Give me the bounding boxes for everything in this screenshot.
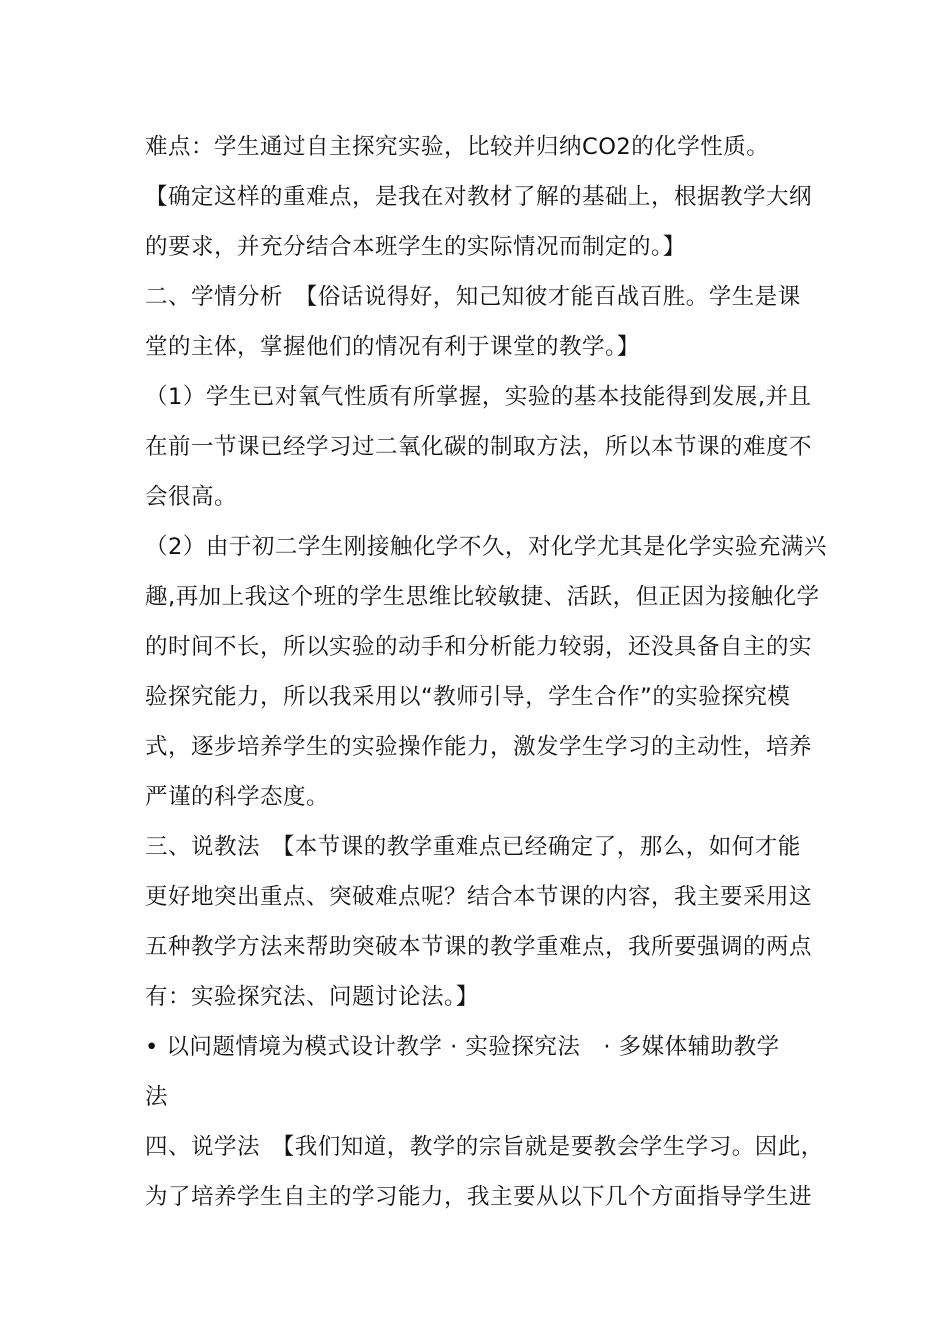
- text-line: 有：实验探究法、问题讨论法。】: [145, 984, 479, 1010]
- text-line: 趣,再加上我这个班的学生思维比较敏捷、活跃，但正因为接触化学: [145, 584, 820, 610]
- bullet-list-line: • 以问题情境为模式设计教学 · 实验探究法 · 多媒体辅助教学: [145, 1034, 780, 1060]
- section-heading-line: 四、说学法 【我们知道，教学的宗旨就是要教会学生学习。因此，: [145, 1134, 824, 1160]
- text-line: 【确定这样的重难点，是我在对教材了解的基础上，根据教学大纲: [145, 184, 813, 210]
- section-heading-line: 三、说教法 【本节课的教学重难点已经确定了，那么，如何才能: [145, 834, 801, 860]
- text-line: 法: [145, 1084, 169, 1110]
- text-line: （1）学生已对氧气性质有所掌握，实验的基本技能得到发展,并且: [145, 384, 812, 410]
- section-heading-line: 二、学情分析 【俗话说得好，知己知彼才能百战百胜。学生是课: [145, 284, 801, 310]
- text-line: 在前一节课已经学习过二氧化碳的制取方法，所以本节课的难度不: [145, 434, 813, 460]
- text-line: 式，逐步培养学生的实验操作能力，激发学生学习的主动性，培养: [145, 734, 813, 760]
- text-line: 堂的主体，掌握他们的情况有利于课堂的教学。】: [145, 334, 640, 360]
- text-line: 五种教学方法来帮助突破本节课的教学重难点，我所要强调的两点: [145, 934, 813, 960]
- document-body: [145, 122, 825, 1222]
- text-line: 为了培养学生自主的学习能力，我主要从以下几个方面指导学生进: [145, 1184, 813, 1210]
- text-line: 的时间不长，所以实验的动手和分析能力较弱，还没具备自主的实: [145, 634, 813, 660]
- text-line: 更好地突出重点、突破难点呢？结合本节课的内容，我主要采用这: [145, 884, 813, 910]
- text-line: 的要求，并充分结合本班学生的实际情况而制定的。】: [145, 234, 686, 260]
- text-line: 会很高。: [145, 484, 238, 510]
- text-line: （2）由于初二学生刚接触化学不久，对化学尤其是化学实验充满兴: [145, 534, 827, 560]
- text-line: 难点：学生通过自主探究实验，比较并归纳CO2的化学性质。: [145, 134, 770, 160]
- text-line: 验探究能力，所以我采用以“教师引导，学生合作”的实验探究模: [145, 684, 791, 710]
- text-line: 严谨的科学态度。: [145, 784, 330, 810]
